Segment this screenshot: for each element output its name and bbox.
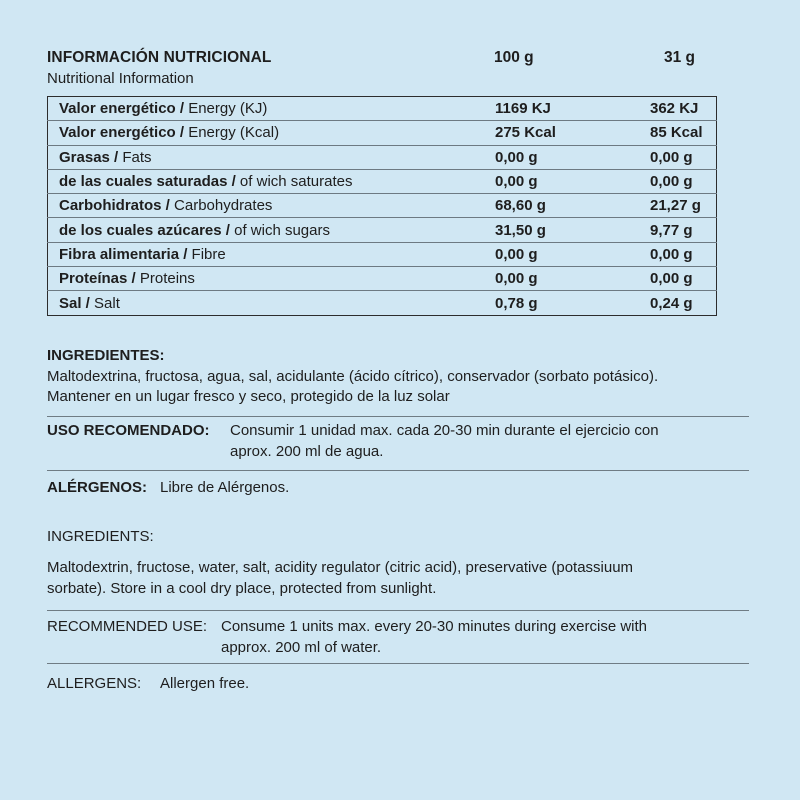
column-header-serving: 31 g <box>664 49 696 66</box>
nutrient-name-es: Fibra alimentaria / <box>59 245 188 263</box>
recommended-use-en-line2: approx. 200 ml of water. <box>221 638 382 656</box>
nutrition-header <box>47 47 749 91</box>
ingredients-es-line1: Maltodextrina, fructosa, agua, sal, acidulante (ácido cítrico), conservador (sorbato potásico). <box>47 367 659 385</box>
ingredients-en <box>47 558 749 599</box>
allergens-en-value: Allergen free. <box>160 675 250 692</box>
table-row <box>48 218 717 242</box>
nutrient-label <box>48 218 496 242</box>
nutrient-label <box>48 291 496 315</box>
allergens-es-value: Libre de Alérgenos. <box>160 479 290 496</box>
nutrition-title: INFORMACIÓN NUTRICIONAL <box>47 49 272 66</box>
divider <box>47 663 749 664</box>
table-row <box>48 194 717 218</box>
allergens-es-label: ALÉRGENOS: <box>47 479 148 496</box>
nutrition-subtitle: Nutritional Information <box>47 70 194 87</box>
value-100g: 1169 KJ <box>495 97 650 121</box>
nutrient-label <box>48 194 496 218</box>
table-row <box>48 242 717 266</box>
nutrient-name-en: of wich sugars <box>229 221 330 239</box>
nutrient-name-es: de los cuales azúcares / <box>59 221 230 239</box>
divider <box>47 610 749 611</box>
value-serving: 0,00 g <box>650 169 717 193</box>
table-row <box>48 97 717 121</box>
recommended-use-es-label: USO RECOMENDADO: <box>47 422 210 439</box>
recommended-use-es-line1: Consumir 1 unidad max. cada 20-30 min durante el ejercicio con <box>230 422 659 439</box>
nutrient-name-en: Fats <box>118 148 152 166</box>
nutrition-table <box>47 96 717 316</box>
recommended-use-en-line1: Consume 1 units max. every 20-30 minutes during exercise with <box>221 618 648 635</box>
ingredients-es-line2: Mantener en un lugar fresco y seco, protegido de la luz solar <box>47 388 450 405</box>
value-100g: 0,78 g <box>495 294 538 312</box>
value-100g: 31,50 g <box>495 218 650 242</box>
value-serving: 0,00 g <box>650 145 717 169</box>
column-header-100g: 100 g <box>494 49 534 66</box>
ingredients-es-label: INGREDIENTES: <box>47 347 165 364</box>
table-row <box>48 267 717 291</box>
value-100g: 68,60 g <box>495 194 650 218</box>
nutrient-name-es: Proteínas / <box>59 270 136 288</box>
value-serving: 0,24 g <box>650 294 693 312</box>
value-serving: 0,00 g <box>650 242 717 266</box>
nutrient-name-en: Salt <box>89 294 120 312</box>
nutrient-name-es: de las cuales saturadas / <box>59 173 236 191</box>
ingredients-en-line2: sorbate). Store in a cool dry place, protected from sunlight. <box>47 579 437 597</box>
nutrient-name-en: Energy (KJ) <box>184 100 268 118</box>
value-100g: 0,00 g <box>495 169 650 193</box>
nutrient-name-en: Proteins <box>135 270 195 288</box>
value-serving: 85 Kcal <box>650 121 717 145</box>
ingredients-en-label-block <box>47 527 749 548</box>
nutrient-label <box>48 267 496 291</box>
nutrient-name-en: Carbohydrates <box>169 197 273 215</box>
value-100g: 0,00 g <box>495 267 650 291</box>
value-serving: 21,27 g <box>650 194 717 218</box>
ingredients-en-line1: Maltodextrin, fructose, water, salt, acidity regulator (citric acid), preservative (potassiuum <box>47 559 634 576</box>
nutrient-label <box>48 242 496 266</box>
nutrient-label <box>48 145 496 169</box>
value-serving: 9,77 g <box>650 218 717 242</box>
nutrient-name-en: Energy (Kcal) <box>184 124 280 142</box>
table-row <box>48 169 717 193</box>
nutrient-name-en: of wich saturates <box>235 173 353 191</box>
table-row <box>48 121 717 145</box>
recommended-use-es-line2: aprox. 200 ml de agua. <box>230 442 384 460</box>
value-100g: 0,00 g <box>495 145 650 169</box>
value-serving: 0,00 g <box>650 267 717 291</box>
nutrient-label <box>48 97 496 121</box>
divider <box>47 416 749 417</box>
nutrient-name-es: Valor energético / <box>59 100 185 118</box>
allergens-en-label: ALLERGENS: <box>47 675 142 692</box>
divider <box>47 470 749 471</box>
nutrient-name-es: Sal / <box>59 294 90 312</box>
recommended-use-en-label: RECOMMENDED USE: <box>47 618 208 635</box>
ingredients-en-label: INGREDIENTS: <box>47 528 154 545</box>
value-100g: 275 Kcal <box>495 121 650 145</box>
nutrient-name-es: Valor energético / <box>59 124 185 142</box>
table-row <box>48 291 717 315</box>
allergens-en <box>47 674 749 696</box>
nutrient-name-es: Grasas / <box>59 148 119 166</box>
value-serving: 362 KJ <box>650 97 717 121</box>
nutrient-name-es: Carbohidratos / <box>59 197 170 215</box>
table-row <box>48 145 717 169</box>
nutrient-label <box>48 121 496 145</box>
allergens-es <box>47 478 749 500</box>
value-100g: 0,00 g <box>495 242 650 266</box>
nutrient-name-en: Fibre <box>187 245 226 263</box>
ingredients-es <box>47 346 749 408</box>
nutrient-label <box>48 169 496 193</box>
recommended-use-en <box>47 617 749 659</box>
recommended-use-es <box>47 421 749 463</box>
